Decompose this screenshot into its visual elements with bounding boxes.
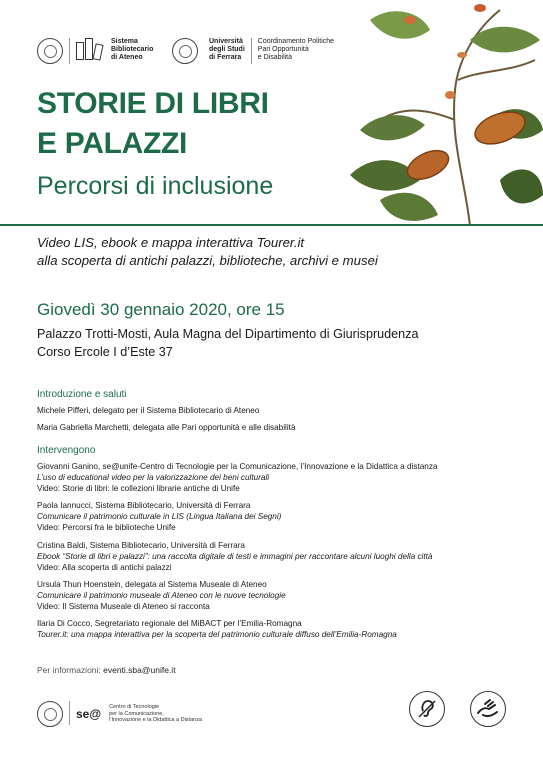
talk-speaker: Ursula Thun Hoenstein, delegata al Sistema Museale di Ateneo [37,580,267,589]
section-heading-talks: Intervengono [37,445,96,456]
intro-text: Video LIS, ebook e mappa interattiva Tourer.it alla scoperta di antichi palazzi, biblioteche, archivi e musei [37,235,378,268]
sba-logo [37,38,153,64]
talk-video: Video: Percorsi fra le biblioteche Unife [37,523,176,532]
contact-email[interactable]: eventi.sba@unife.it [103,665,176,675]
divider [0,224,543,226]
seat-logo [37,701,202,727]
unife-logo-text: Università degli Studi di Ferrara [209,38,245,61]
event-place: Palazzo Trotti-Mosti, Aula Magna del Dipartimento di Giurisprudenza Corso Ercole I d’Este 37 [37,327,419,359]
section-heading-intro: Introduzione e saluti [37,389,127,400]
university-seal-icon [172,38,198,64]
talk-title: L’uso di educational video per la valorizzazione dei beni culturali [37,473,270,482]
talk-title: Ebook “Storie di libri e palazzi”: una raccolta digitale di testi e immagini per raccontare alcuni luoghi della città [37,552,433,561]
contact-info: Per informazioni: eventi.sba@unife.it [37,665,176,675]
talk-video: Video: Il Sistema Museale di Ateneo si racconta [37,602,210,611]
university-seal-icon [37,38,63,64]
university-seal-icon [37,701,63,727]
talk-speaker: Paola Iannucci, Sistema Bibliotecario, Università di Ferrara [37,501,251,510]
talk-speaker: Giovanni Ganino, se@unife-Centro di Tecnologie per la Comunicazione, l’Innovazione e la Didattica a distanza [37,462,438,471]
page-title-line2: E PALAZZI [37,127,188,160]
seat-logo-text: Centro di Tecnologie per la Comunicazione, l’Innovazione e la Didattica a Distanza [109,704,203,724]
speaker-line: Maria Gabriella Marchetti, delegata alle Pari opportunità e alle disabilità [37,423,296,432]
talk-speaker: Ilaria Di Cocco, Segretariato regionale del MiBACT per l’Emilia-Romagna [37,619,302,628]
event-date: Giovedì 30 gennaio 2020, ore 15 [37,300,285,319]
books-icon [76,38,106,60]
talk-video: Video: Alla scoperta di antichi palazzi [37,563,172,572]
talk-video: Video: Storie di libri: le collezioni librarie antiche di Unife [37,484,240,493]
talk-speaker: Cristina Baldi, Sistema Bibliotecario, Università di Ferrara [37,541,245,550]
sign-language-icon [470,691,506,727]
hearing-loop-icon [409,691,445,727]
talk-title: Comunicare il patrimonio museale di Ateneo con le nuove tecnologie [37,591,286,600]
pari-opportunita-text: Coordinamento Politiche Pari Opportunità e Disabilità [257,38,335,61]
talk-title: Comunicare il patrimonio culturale in LIS (Lingua Italiana dei Segni) [37,512,282,521]
page-subtitle: Percorsi di inclusione [37,172,274,200]
page-title-line1: STORIE DI LIBRI [37,87,269,120]
cacao-plant-illustration [350,0,543,226]
speaker-line: Michele Pifferi, delegato per il Sistema Bibliotecario di Ateneo [37,406,260,415]
sba-logo-text: Sistema Bibliotecario di Ateneo [111,38,154,61]
talk-title: Tourer.it: una mappa interattiva per la scoperta del patrimonio culturale diffuso dell’Emilia-Romagna [37,630,397,639]
seat-brand: se@ [76,707,102,721]
unife-logo [172,38,334,64]
